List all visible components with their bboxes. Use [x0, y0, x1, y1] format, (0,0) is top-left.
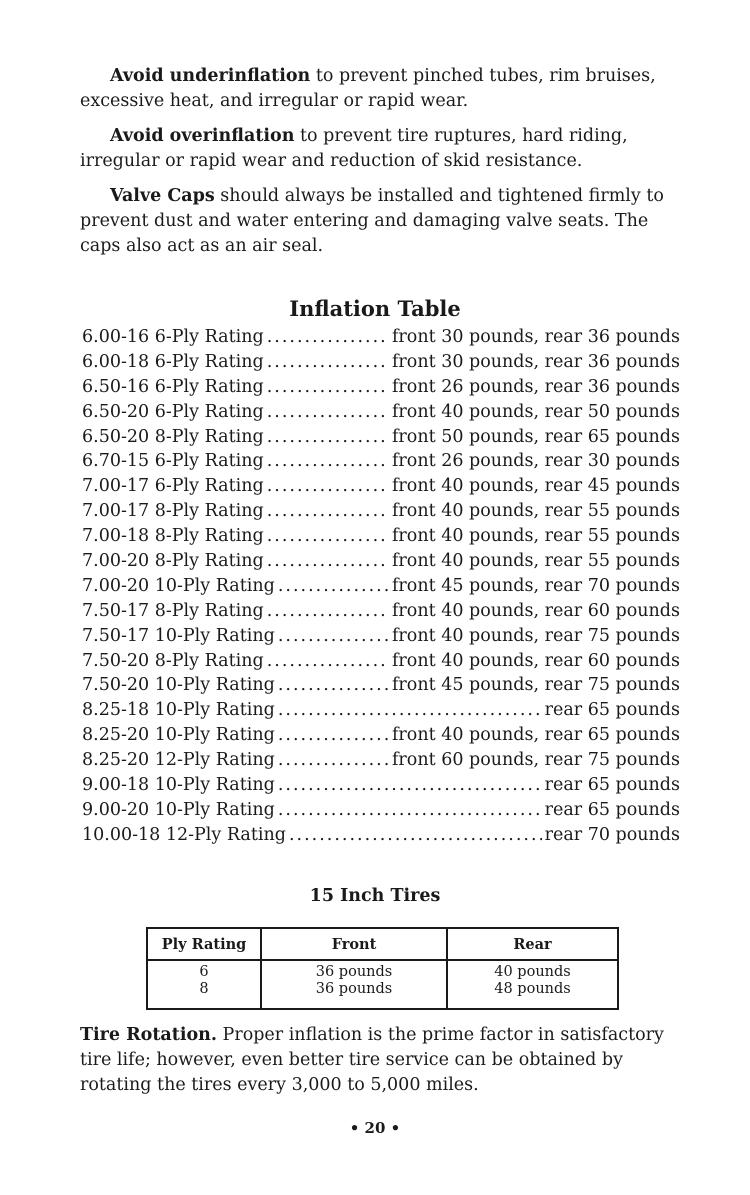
dot-leader — [267, 476, 389, 496]
valve-caps-lead: Valve Caps — [110, 186, 215, 206]
ply-rating-cell: 6 — [147, 960, 261, 981]
pressure-value: front 40 pounds, rear 50 pounds — [391, 401, 680, 422]
inflation-row — [82, 526, 680, 551]
pressure-value: front 50 pounds, rear 65 pounds — [391, 426, 680, 447]
rear-cell: 48 pounds — [494, 981, 571, 997]
rear-header: Rear — [447, 928, 618, 960]
dot-leader — [278, 750, 389, 770]
overinflation-lead: Avoid overinflation — [110, 126, 295, 146]
dot-leader — [267, 352, 389, 372]
pressure-value: front 45 pounds, rear 70 pounds — [391, 575, 680, 596]
tire-size: 6.00-16 6-Ply Rating — [82, 327, 264, 347]
ply-rating-header: Ply Rating — [147, 928, 261, 960]
tire-size: 6.50-20 8-Ply Rating — [82, 426, 264, 447]
dot-leader — [278, 675, 389, 695]
overinflation-text: to prevent tire ruptures, hard riding, irregular or rapid wear and reduction of skid resistance. — [80, 126, 628, 171]
inflation-row — [82, 601, 680, 626]
underinflation-lead: Avoid underinflation — [110, 66, 311, 86]
tire-size: 7.00-20 8-Ply Rating — [82, 551, 264, 572]
underinflation-paragraph — [80, 64, 680, 114]
inflation-row — [82, 451, 680, 476]
fifteen-inch-title: 15 Inch Tires — [309, 886, 441, 906]
inflation-row — [82, 725, 680, 750]
pressure-value: rear 70 pounds — [544, 824, 680, 845]
pressure-value: front 30 pounds, rear 36 pounds — [391, 351, 680, 372]
tire-size: 10.00-18 12-Ply Rating — [82, 824, 286, 845]
tire-size: 6.70-15 6-Ply Rating — [82, 451, 264, 472]
dot-leader — [267, 427, 389, 447]
pressure-value: front 60 pounds, rear 75 pounds — [391, 750, 680, 771]
dot-leader — [267, 451, 389, 471]
valve-caps-paragraph — [80, 184, 680, 259]
pressure-value: front 40 pounds, rear 75 pounds — [391, 625, 680, 646]
dot-leader — [278, 626, 389, 646]
tire-size: 7.00-20 10-Ply Rating — [82, 575, 275, 596]
inflation-row — [82, 551, 680, 576]
tire-rotation-lead: Tire Rotation. — [80, 1025, 217, 1045]
dot-leader — [267, 526, 389, 546]
inflation-row — [82, 750, 680, 775]
inflation-table — [82, 327, 680, 850]
inflation-row — [82, 402, 680, 427]
inflation-row — [82, 700, 680, 725]
tire-size: 9.00-18 10-Ply Rating — [82, 775, 275, 796]
valve-caps-text: should always be installed and tightened firmly to prevent dust and water entering and damaging valve seats. The caps also act as an air seal. — [80, 186, 664, 256]
dot-leader — [278, 775, 542, 795]
dot-leader — [278, 725, 389, 745]
front-header: Front — [261, 928, 447, 960]
tire-size: 9.00-20 10-Ply Rating — [82, 799, 275, 820]
tire-size: 7.00-17 6-Ply Rating — [82, 476, 264, 497]
pressure-value: rear 65 pounds — [544, 775, 680, 796]
inflation-row — [82, 651, 680, 676]
underinflation-text: to prevent pinched tubes, rim bruises, excessive heat, and irregular or rapid wear. — [80, 66, 656, 111]
inflation-row — [82, 825, 680, 850]
inflation-row — [82, 626, 680, 651]
tire-size: 6.00-18 6-Ply Rating — [82, 351, 264, 372]
dot-leader — [267, 501, 389, 521]
pressure-value: front 26 pounds, rear 30 pounds — [391, 451, 680, 472]
ply-rating-cell: 8 — [147, 981, 261, 1009]
inflation-row — [82, 476, 680, 501]
tire-size: 7.50-20 8-Ply Rating — [82, 650, 264, 671]
inflation-row — [82, 352, 680, 377]
tire-size: 6.50-16 6-Ply Rating — [82, 376, 264, 397]
tire-size: 7.50-17 10-Ply Rating — [82, 625, 275, 646]
pressure-value: rear 65 pounds — [544, 799, 680, 820]
dot-leader — [267, 551, 389, 571]
inflation-row — [82, 377, 680, 402]
tire-size: 8.25-20 10-Ply Rating — [82, 725, 275, 746]
dot-leader — [267, 327, 389, 347]
inflation-row — [82, 775, 680, 800]
tire-size: 7.50-17 8-Ply Rating — [82, 600, 264, 621]
pressure-value: front 40 pounds, rear 55 pounds — [391, 501, 680, 522]
tire-rotation-text: Proper inflation is the prime factor in satisfactory tire life; however, even better tire service can be obtained by rotating the tires every 3,000 to 5,000 miles. — [80, 1025, 664, 1095]
pressure-value: front 30 pounds, rear 36 pounds — [391, 327, 680, 347]
inflation-row — [82, 501, 680, 526]
dot-leader — [289, 825, 542, 845]
pressure-value: front 40 pounds, rear 55 pounds — [391, 551, 680, 572]
dot-leader — [267, 651, 389, 671]
table-row — [147, 981, 618, 1009]
tire-rotation-paragraph — [80, 1023, 682, 1098]
front-cell: 36 pounds — [261, 960, 447, 981]
pressure-value: rear 65 pounds — [544, 700, 680, 721]
fifteen-inch-table — [146, 927, 619, 1010]
pressure-value: front 40 pounds, rear 55 pounds — [391, 526, 680, 547]
tire-size: 6.50-20 6-Ply Rating — [82, 401, 264, 422]
pressure-value: front 40 pounds, rear 60 pounds — [391, 650, 680, 671]
table-row — [147, 960, 618, 981]
pressure-value: front 40 pounds, rear 45 pounds — [391, 476, 680, 497]
page-number: • 20 • — [349, 1119, 401, 1137]
overinflation-paragraph — [80, 124, 680, 174]
tire-size: 7.50-20 10-Ply Rating — [82, 675, 275, 696]
tire-size: 8.25-18 10-Ply Rating — [82, 700, 275, 721]
inflation-row — [82, 800, 680, 825]
tire-size: 7.00-17 8-Ply Rating — [82, 501, 264, 522]
inflation-row — [82, 327, 680, 352]
dot-leader — [267, 601, 389, 621]
tire-size: 8.25-20 12-Ply Rating — [82, 750, 275, 771]
front-cell: 36 pounds — [261, 981, 447, 1009]
pressure-value: front 45 pounds, rear 75 pounds — [391, 675, 680, 696]
dot-leader — [278, 576, 389, 596]
inflation-row — [82, 576, 680, 601]
inflation-row — [82, 675, 680, 700]
pressure-value: front 40 pounds, rear 60 pounds — [391, 600, 680, 621]
dot-leader — [267, 377, 389, 397]
dot-leader — [267, 402, 389, 422]
dot-leader — [278, 800, 542, 820]
rear-cell: 40 pounds — [494, 964, 571, 980]
pressure-value: front 26 pounds, rear 36 pounds — [391, 376, 680, 397]
pressure-value: front 40 pounds, rear 65 pounds — [391, 725, 680, 746]
tire-size: 7.00-18 8-Ply Rating — [82, 526, 264, 547]
dot-leader — [278, 700, 542, 720]
inflation-row — [82, 427, 680, 452]
inflation-table-title: Inflation Table — [289, 296, 461, 321]
